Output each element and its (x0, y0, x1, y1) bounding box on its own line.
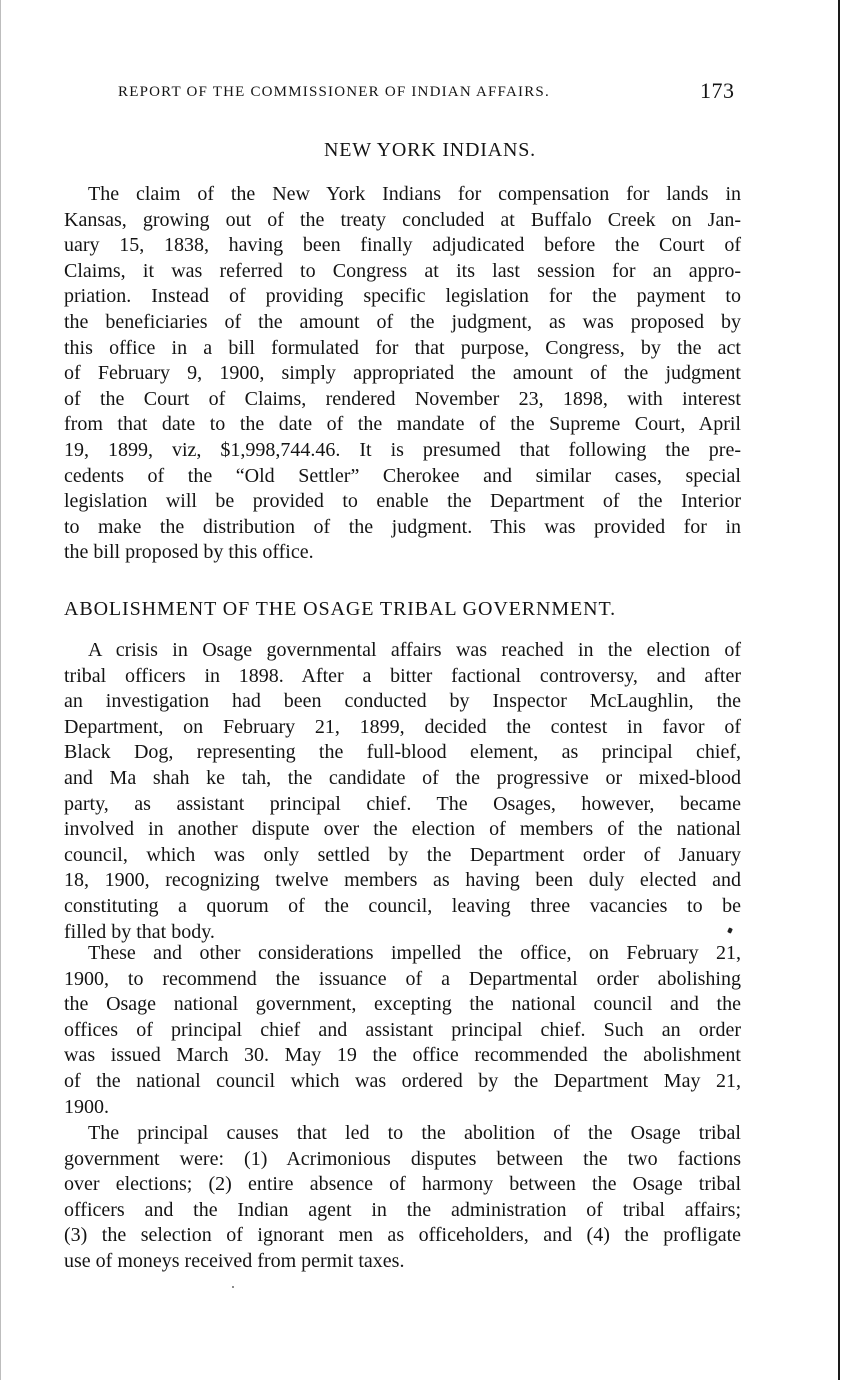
text-line: Kansas, growing out of the treaty concluded at Buffalo Creek on Jan- (64, 208, 741, 231)
text-line: this office in a bill formulated for that purpose, Congress, by the act (64, 336, 741, 359)
page-left-edge (0, 0, 1, 1380)
text-line: Black Dog, representing the full-blood element, as principal chief, (64, 741, 741, 764)
text-line: council, which was only settled by the Department order of January (64, 843, 741, 866)
paragraph-osage-crisis (64, 638, 741, 945)
paragraph-osage-causes (64, 1121, 741, 1275)
running-header: REPORT OF THE COMMISSIONER OF INDIAN AFFAIRS. (118, 84, 550, 100)
text-line: legislation will be provided to enable the Department of the Interior (64, 490, 741, 513)
text-line: government were: (1) Acrimonious disputes between the two factions (64, 1147, 741, 1170)
text-line: to make the distribution of the judgment. This was provided for in (64, 515, 741, 538)
text-line: of the Court of Claims, rendered November 23, 1898, with interest (64, 387, 741, 410)
ink-dot (232, 1286, 234, 1288)
text-line: over elections; (2) entire absence of harmony between the Osage tribal (64, 1173, 741, 1196)
text-line: These and other considerations impelled the office, on February 21, (88, 942, 741, 964)
text-line: was issued March 30. May 19 the office recommended the abolishment (64, 1044, 741, 1067)
text-line: of February 9, 1900, simply appropriated the amount of the judgment (64, 362, 741, 385)
text-line: 19, 1899, viz, $1,998,744.46. It is presumed that following the pre- (64, 438, 741, 461)
text-line: The claim of the New York Indians for compensation for lands in (88, 183, 741, 205)
text-line: tribal officers in 1898. After a bitter factional controversy, and after (64, 664, 741, 687)
text-line: from that date to the date of the mandate of the Supreme Court, April (64, 413, 741, 436)
text-line: The principal causes that led to the abolition of the Osage tribal (88, 1122, 741, 1144)
text-line: Claims, it was referred to Congress at its last session for an appro- (64, 259, 741, 282)
text-line: party, as assistant principal chief. The Osages, however, became (64, 792, 741, 815)
text-line: the beneficiaries of the amount of the judgment, as was proposed by (64, 310, 741, 333)
text-line: officers and the Indian agent in the administration of tribal affairs; (64, 1198, 741, 1221)
section-heading-osage-abolishment: ABOLISHMENT OF THE OSAGE TRIBAL GOVERNMENT. (64, 598, 617, 620)
paragraph-new-york-indians (64, 182, 741, 566)
text-line: constituting a quorum of the council, leaving three vacancies to be (64, 894, 741, 917)
text-line: filled by that body. (64, 920, 215, 943)
text-line: A crisis in Osage governmental affairs was reached in the election of (88, 639, 741, 661)
text-line: 1900, to recommend the issuance of a Departmental order abolishing (64, 967, 741, 990)
page-right-edge (838, 0, 840, 1380)
section-heading-new-york-indians: NEW YORK INDIANS. (324, 139, 536, 161)
text-line: the Osage national government, excepting the national council and the (64, 993, 741, 1016)
page-number: 173 (700, 78, 735, 103)
text-line: 1900. (64, 1095, 109, 1118)
text-line: use of moneys received from permit taxes. (64, 1249, 405, 1272)
text-line: priation. Instead of providing specific legislation for the payment to (64, 285, 741, 308)
text-line: (3) the selection of ignorant men as officeholders, and (4) the profligate (64, 1224, 741, 1247)
text-line: Department, on February 21, 1899, decided the contest in favor of (64, 715, 741, 738)
text-line: involved in another dispute over the election of members of the national (64, 818, 741, 841)
text-line: 18, 1900, recognizing twelve members as having been duly elected and (64, 869, 741, 892)
text-line: cedents of the “Old Settler” Cherokee and similar cases, special (64, 464, 741, 487)
text-line: an investigation had been conducted by Inspector McLaughlin, the (64, 690, 741, 713)
text-line: of the national council which was ordered by the Department May 21, (64, 1069, 741, 1092)
text-line: uary 15, 1838, having been finally adjudicated before the Court of (64, 234, 741, 257)
text-line: and Ma shah ke tah, the candidate of the progressive or mixed-blood (64, 766, 741, 789)
text-line: the bill proposed by this office. (64, 541, 314, 564)
paragraph-osage-order (64, 941, 741, 1120)
text-line: offices of principal chief and assistant principal chief. Such an order (64, 1018, 741, 1041)
